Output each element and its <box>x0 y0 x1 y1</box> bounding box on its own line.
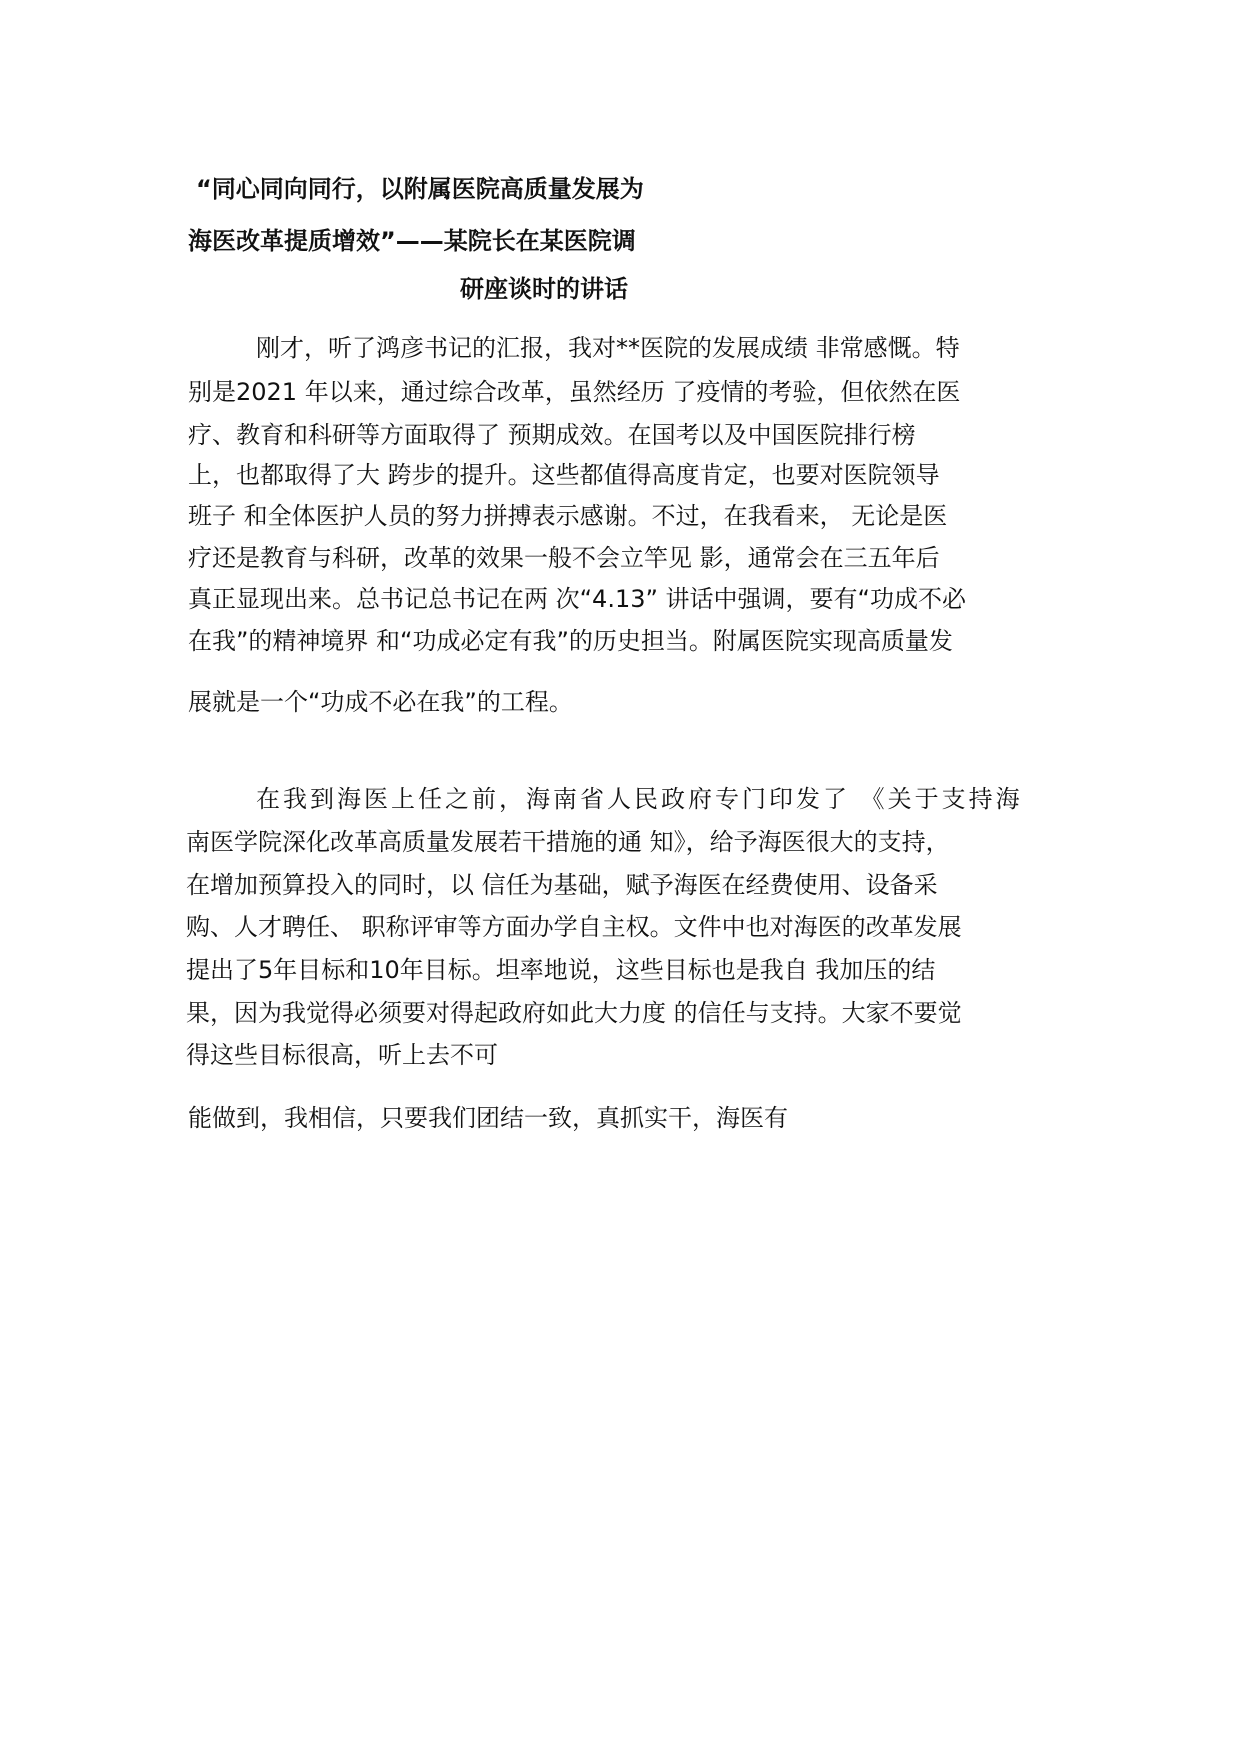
paragraph-2-line-6: 果，因为我觉得必须要对得起政府如此大力度 的信任与支持。大家不要觉 <box>186 999 962 1027</box>
paragraph-2-line-4: 购、人才聘任、 职称评审等方面办学自主权。文件中也对海医的改革发展 <box>186 913 962 941</box>
paragraph-1-line-9: 展就是一个“功成不必在我”的工程。 <box>188 688 573 716</box>
paragraph-1-line-3: 疗、教育和科研等方面取得了 预期成效。在国考以及中国医院排行榜 <box>188 421 916 449</box>
title-line-1: “同心同向同行，以附属医院高质量发展为 <box>196 175 644 203</box>
paragraph-1-line-5: 班子 和全体医护人员的努力拼搏表示感谢。不过，在我看来， 无论是医 <box>188 502 948 530</box>
paragraph-2-line-5: 提出了5年目标和10年目标。坦率地说，这些目标也是我自 我加压的结 <box>186 956 936 984</box>
paragraph-2-line-2: 南医学院深化改革高质量发展若干措施的通 知》，给予海医很大的支持， <box>186 828 950 856</box>
title-line-3: 研座谈时的讲话 <box>460 275 628 303</box>
paragraph-2-line-7: 得这些目标很高，听上去不可 <box>186 1041 498 1069</box>
paragraph-2-line-8: 能做到，我相信，只要我们团结一致，真抓实干，海医有 <box>188 1104 788 1132</box>
paragraph-1-line-2: 别是2021 年以来，通过综合改革，虽然经历 了疫情的考验，但依然在医 <box>188 378 961 406</box>
paragraph-1-line-1: 刚才，听了鸿彦书记的汇报，我对**医院的发展成绩 非常感慨。特 <box>256 334 960 362</box>
title-line-2: 海医改革提质增效”——某院长在某医院调 <box>188 227 636 255</box>
paragraph-1-line-6: 疗还是教育与科研，改革的效果一般不会立竿见 影，通常会在三五年后 <box>188 544 940 572</box>
paragraph-1-line-4: 上，也都取得了大 跨步的提升。这些都值得高度肯定，也要对医院领导 <box>188 461 940 489</box>
paragraph-1-line-8: 在我”的精神境界 和“功成必定有我”的历史担当。附属医院实现高质量发 <box>188 627 953 655</box>
paragraph-1-line-7: 真正显现出来。总书记总书记在两 次“4.13” 讲话中强调，要有“功成不必 <box>188 585 966 613</box>
paragraph-2-line-1: 在我到海医上任之前，海南省人民政府专门印发了 《关于支持海 <box>256 785 1023 813</box>
paragraph-2-line-3: 在增加预算投入的同时，以 信任为基础，赋予海医在经费使用、设备采 <box>186 871 938 899</box>
